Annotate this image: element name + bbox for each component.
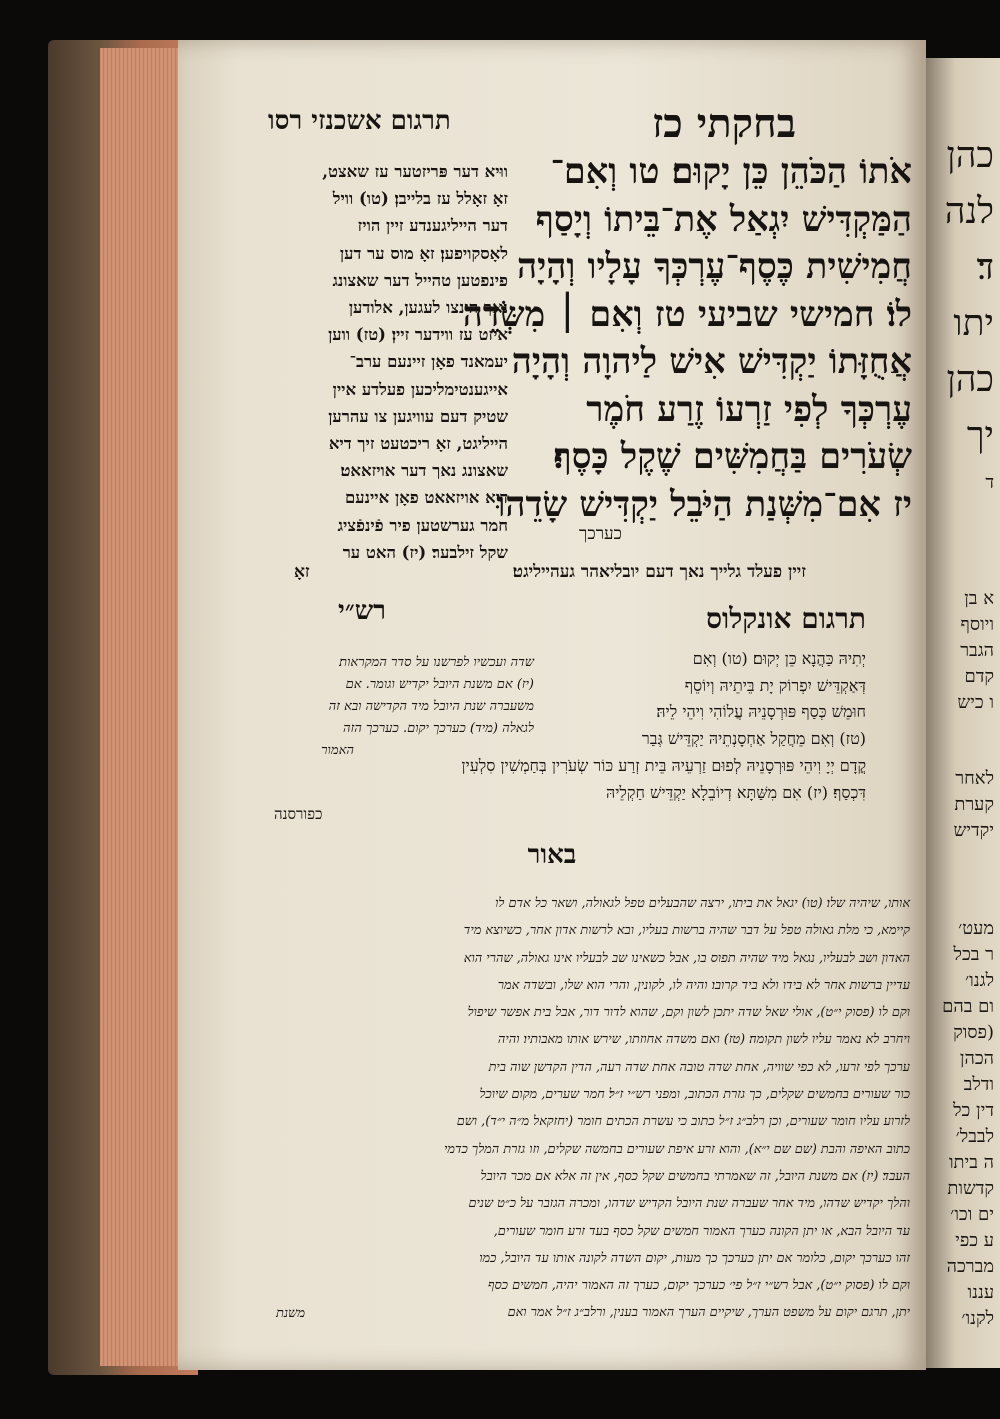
biur-line: אותו, שיהיה שלו׃ (טו) יגאל את ביתו, ירצה שהבעלים טפל לגאולה, ושאר כל אדם לו	[495, 896, 910, 911]
rashi-line: שדה ועכשיו לפרשנו על סדר המקראות׃	[339, 655, 534, 670]
facing-page-text: ודלב	[963, 1074, 994, 1095]
onkelos-line: יְתִיהּ כַּהֲנָא כֵּן יְקוּם׃ (טו) וְאִם	[692, 649, 866, 668]
onkelos-catchword: כפורסנה	[274, 805, 323, 823]
yiddish-full-line: זיין פעלד גלייך נאך דעם יובליאהר געהייליגט׃	[512, 562, 806, 582]
onkelos-title: תרגום אונקלוס	[706, 602, 866, 635]
yiddish-line: לאָסקויפען׃ זאָ מוס ער דען	[339, 243, 508, 263]
torah-line: חֲמִישִׁית כֶּסֶף־עֶרְכְּךָ עָלָיו וְהָיָה	[516, 246, 912, 287]
yiddish-line: שקל זילבער׃ (יז) האט ער	[342, 542, 508, 562]
facing-page-text: א בן	[964, 588, 994, 609]
facing-page-text: ד	[985, 472, 994, 493]
facing-page-text: יתו	[953, 303, 994, 344]
biur-line: ערכך לפי זרעו, לא כפי שוויה, אחת שדה טובה אחת שדה רעה, הדין הקדשן שוה בית	[488, 1059, 910, 1075]
biur-line: כתוב האיפה והבת (שם שם י״א), והוא זרע איפת שעורים בחמשה שקלים, וזו גזרת המלך כדמי	[444, 1141, 910, 1157]
biur-line: יתן, תרגם יקום על משפט הערך, שיקיים הערך האמור בענין, ורלב״ג ז״ל אמר ואם	[507, 1305, 910, 1321]
book-page	[178, 40, 926, 1370]
facing-page-text: ה ביתו	[948, 1152, 994, 1173]
torah-line: הַמַּקְדִּישׁ יִגְאַל אֶת־בֵּיתוֹ וְיָסַף	[535, 198, 912, 240]
yiddish-line: יעמאנד פאָן זיינעם ערב־	[349, 352, 508, 372]
rashi-text-block	[274, 652, 534, 762]
page-edges	[100, 48, 190, 1366]
yiddish-line: אייגענטימליכען פעלדע איין	[332, 379, 508, 399]
torah-line: אֲחֻזָּתוֹ יַקְדִּישׁ אִישׁ לַיהוָה וְהָיָה	[511, 341, 912, 382]
torah-catchword: כערכך	[579, 524, 622, 544]
torah-text-block	[462, 148, 912, 528]
facing-page-text: דין כל	[953, 1100, 994, 1121]
facing-page-text: לקנו׳	[961, 1308, 994, 1329]
yiddish-line: שאצונג נאך דער אויזאאט׃	[340, 461, 508, 481]
facing-page-text: הכהן	[959, 1048, 994, 1069]
facing-page-text: קערת	[954, 794, 994, 815]
onkelos-line: דְּאַקְדֵּישׁ יִפְרוֹק יָת בֵּיתֵיהּ וְיוֹסֵף	[684, 675, 866, 695]
rashi-line: האמור	[321, 743, 354, 758]
yiddish-line: שטיק דעם עוויגען צו עהרען	[328, 406, 508, 426]
yiddish-line: פינפטען טהייל דער שאצונג	[332, 270, 508, 290]
facing-page-text: ו כיש	[957, 692, 994, 713]
yiddish-line: זאָ זאָלל עז בלייבן׃ (טו) וויל	[332, 189, 508, 209]
torah-line: אֹתוֹ הַכֹּהֵן כֵּן יָקוּם׃ טו וְאִם־	[550, 151, 912, 192]
onkelos-full-line: דִּכְסַף׃ (יז) אִם מִשַּׁתָּא דְיוֹבֵלָא יַקְדֵּישׁ חַקְלֵיהּ	[606, 783, 866, 802]
onkelos-line: (טז) וְאִם מֵחֲקַל אַחְסָנְתֵיהּ יַקְדֵּישׁ גְּבַר	[641, 728, 866, 748]
rashi-line: משעברה שנת היובל מיד הקדישה ובא זה	[328, 699, 534, 714]
biur-line: האדון ושב לבעליו, נגאל מיד שהיה תפוס בו, אבל כשאינו שב לבעליו אינו גאולה, שהרי הוא	[463, 950, 910, 966]
biur-line: העבד׃ (יז) אם משנת היובל, זה שאמרתי בחמשים שקל כסף, אין זה אלא אם מכר היובל	[480, 1168, 910, 1184]
facing-page-text: יך	[966, 415, 994, 456]
page-header-title: בחקתי כז	[652, 100, 796, 147]
facing-page-text: קדשות	[947, 1178, 994, 1199]
facing-page-text: לנה	[944, 191, 994, 232]
rashi-line: (יז) אם משנת היובל יקדיש וגומר. אם	[345, 677, 534, 692]
facing-page-text: יקדיש	[953, 820, 994, 841]
yiddish-line: הייליגט, זאָ ריכטעט זיך דיא	[328, 434, 508, 454]
biur-line: לזרוע עליו חומר שעורים, וכן רלב״ג ז״ל כתוב כי עשרת הכתים חומר (יחזקאל מ״ה י״ד), ושם	[456, 1114, 910, 1130]
facing-page-text: קדם	[964, 666, 994, 687]
onkelos-line: חוּמֵשׁ כְּסַף פּוּרְסָנֵיהּ עֲלוֹהִי וִיהֵי לֵיהּ׃	[656, 702, 866, 721]
onkelos-text-block	[586, 646, 866, 752]
facing-page-text: כהן	[946, 359, 994, 400]
biur-line: וקם לו (פסוק י״ט), אולי שאל שדה יתכן לשון וקם, שהוא לדור דור, אבל בית אפשר שיפול	[467, 1005, 910, 1021]
yiddish-line: דער הייליגענדע זיין הויז	[357, 216, 508, 236]
yiddish-line: ווּיא דער פּריזטער עז שאצט,	[322, 162, 508, 181]
biur-line: זהו כערכך יקום, כלומר אם יתן כערכך כך מעות, יקום השדה לקונה אותו עד היובל, כמו	[479, 1250, 910, 1266]
facing-page-text: לגנו׳	[965, 970, 994, 991]
facing-page-text: עננו	[967, 1282, 994, 1303]
facing-page-text: (פסוק	[953, 1022, 994, 1043]
facing-page-text: ים וכו׳	[950, 1204, 994, 1225]
biur-catchword: משנת	[276, 1306, 306, 1321]
yiddish-translation-block	[268, 158, 508, 566]
rashi-line: לגאלה (מיד)׃ כערכך יקום. כערכך הזה	[343, 721, 534, 736]
facing-page-text: ויוסף	[960, 614, 994, 635]
biur-line: וקם לו (פסוק י״ט), אבל רש״י ז״ל פי׳ כערכך יקום, כערך זה האמור יהיה, חמשים כסף	[487, 1278, 910, 1294]
onkelos-full-lines	[226, 752, 866, 806]
biur-line: והלך יקדיש שדהו, מיד אחר שעברה שנת היובל הקדיש שדהו, ומכרה הגזבר על כ״ט שנים	[468, 1196, 910, 1212]
facing-page-text: לאחר	[955, 768, 994, 789]
biur-line: קיימא, כי מלת גאולה טפל על דבר שהיה ברשות בעליו, ובא לרשות אדון אחר, כשיוצא מיד	[463, 923, 910, 939]
biur-line: ויחרב לא נאמר עליו לשון תקומה׃ (טז) ואם משדה אחוזתו, שירש אותו מאבותיו׃ והיה	[497, 1032, 910, 1048]
torah-line: יז אִם־מִשְּׁנַת הַיֹּבֵל יַקְדִּישׁ שָׂדֵהוּ	[496, 483, 912, 525]
yiddish-catchword: זאָ	[294, 562, 310, 582]
biur-line: עד היובל הבא, או יתן הקונה כערך האמור חמשים שקל כסף בעד זרע חומר שעורים,	[493, 1223, 910, 1239]
onkelos-full-line: קֳדָם יְיָ וִיהֵי פּוּרְסָנֵיהּ לְפוּם זַרְעֵיהּ בֵּית זְרַע כּוֹר שְׂעֹרִין בְּחַמְשִׁין סִלְעִין	[461, 756, 866, 775]
facing-page-text: כהן	[946, 135, 994, 176]
biur-line: כור שעורים בחמשים שקלים, כך גזרת הכתוב, ומפני רש״י ז״ל׃ חמר שערים, מקום שיוכל	[479, 1087, 910, 1103]
biur-text-block	[210, 890, 910, 1327]
yiddish-line: חמר גערשטען פיר פֿינפֿציג	[337, 515, 508, 535]
facing-page-text: מברכה	[946, 1256, 994, 1277]
rashi-title: רש״י	[338, 596, 386, 626]
torah-line: שְׂעֹרִים בַּחֲמִשִּׁים שֶׁקֶל כָּסֶף׃	[553, 436, 912, 477]
biur-title: באור	[527, 840, 577, 870]
facing-page-text: ר בכל	[953, 944, 994, 965]
biur-line: עדיין ברשות אחר לא בידו ולא ביד קרובו׃ והיה לו, לקונין, והרי הוא שלו, ובשדה אמר	[497, 977, 910, 993]
torah-line: לוֹ׃ חמישי שביעי טז וְאִם ׀ מִשְּׂדֵה	[462, 293, 912, 335]
facing-page-text: ד׃	[976, 247, 994, 288]
facing-page-text: ום בהם	[942, 996, 994, 1017]
facing-page-text: ע כפי	[955, 1230, 994, 1251]
yiddish-line: איזט עז ווידער זיין׃ (טז) ווען	[328, 325, 508, 345]
yiddish-line: דיא אויזאאט פאָן איינעם	[344, 488, 508, 508]
facing-page-fragment	[926, 58, 1000, 1368]
yiddish-line: נאך הינצו לעגען, אלודען	[348, 298, 508, 318]
facing-page-text: מעט׳	[958, 918, 994, 939]
facing-page-text: לבבל׳	[955, 1126, 994, 1147]
facing-page-text: הגבר	[960, 640, 994, 661]
torah-line: עֶרְכְּךָ לְפִי זַרְעוֹ זֶרַע חֹמֶר	[586, 388, 912, 430]
yiddish-header: תרגום אשכנזי רסו	[268, 106, 451, 136]
